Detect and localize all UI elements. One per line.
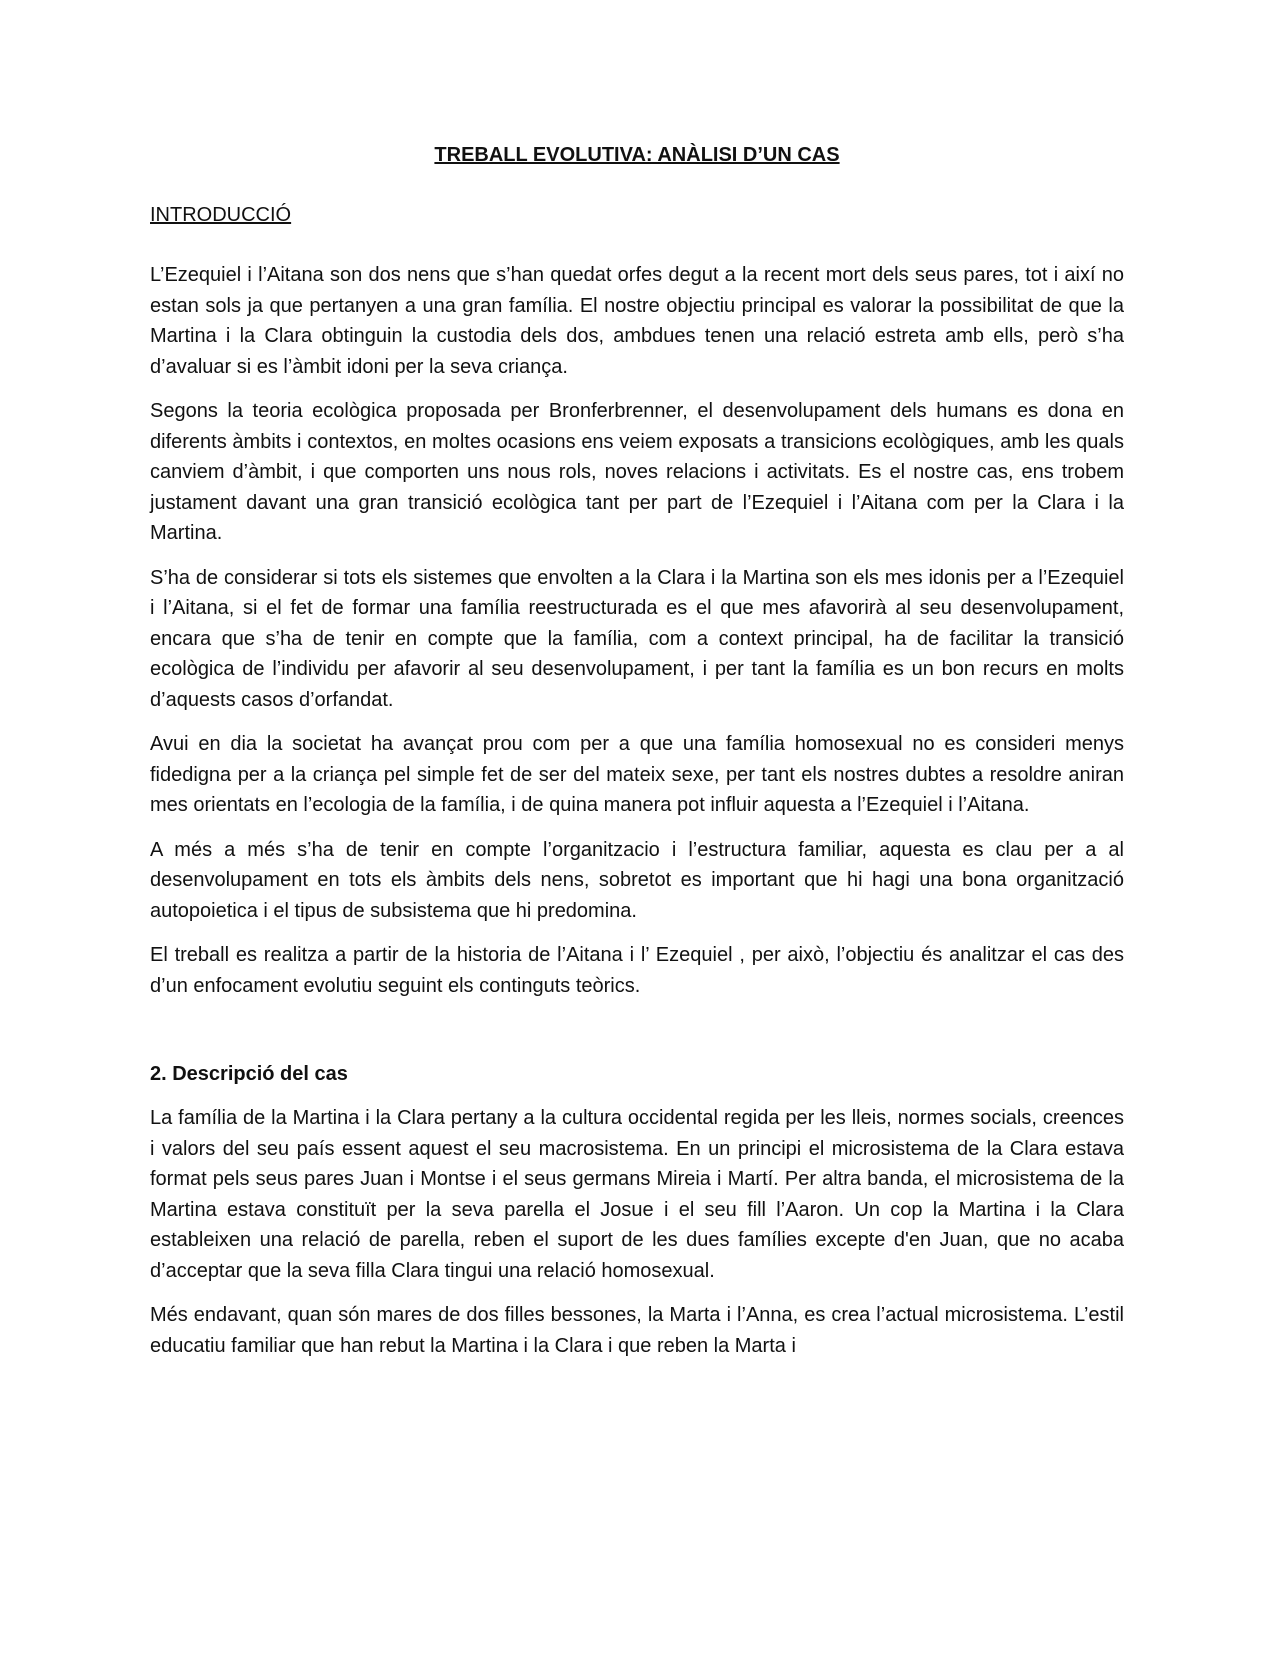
section2-paragraph-1: La família de la Martina i la Clara pertany a la cultura occidental regida per les lleis, normes socials, creences i valors del seu país essent aquest el seu macrosistema. En un principi el microsistema de la Clara estava format pels seus pares Juan i Montse i el seus germans Mireia i Martí. Per altra banda, el microsistema de la Martina estava constituït per la seva parella el Josue i el seu fill l’Aaron. Un cop la Martina i la Clara estableixen una relació de parella, reben el suport de les dues famílies excepte d'en Juan, que no acaba d’acceptar que la seva filla Clara tingui una relació homosexual. bbox=[150, 1107, 1124, 1282]
intro-paragraph-5: A més a més s’ha de tenir en compte l’organitzacio i l’estructura familiar, aquesta es clau per a al desenvolupament en tots els àmbits dels nens, sobretot es important que hi hagi una bona organització autopoietica i el tipus de subsistema que hi predomina. bbox=[150, 838, 1124, 922]
document-title: TREBALL EVOLUTIVA: ANÀLISI D’UN CAS bbox=[434, 144, 840, 166]
intro-paragraph-4: Avui en dia la societat ha avançat prou com per a que una família homosexual no es consideri menys fidedigna per a la criança pel simple fet de ser del mateix sexe, per tant els nostres dubtes a resoldre aniran mes orientats en l’ecologia de la família, i de quina manera pot influir aquesta a l’Ezequiel i l’Aitana. bbox=[150, 733, 1124, 816]
intro-paragraph-3: S’ha de considerar si tots els sistemes que envolten a la Clara i la Martina son els mes idonis per a l’Ezequiel i l’Aitana, si el fet de formar una família reestructurada es el que mes afavorirà al seu desenvolupament, encara que s’ha de tenir en compte que la família, com a context principal, ha de facilitar la transició ecològica de l’individu per afavorir al seu desenvolupament, i per tant la família es un bon recurs en molts d’aquests casos d’orfandat. bbox=[150, 566, 1124, 711]
intro-paragraph-2: Segons la teoria ecològica proposada per Bronferbrenner, el desenvolupament dels humans es dona en diferents àmbits i contextos, en moltes ocasions ens veiem exposats a transicions ecològiques, amb les quals canviem d’àmbit, i que comporten uns nous rols, noves relacions i activitats. Es el nostre cas, ens trobem justament davant una gran transició ecològica tant per part de l’Ezequiel i l’Aitana com per la Clara i la Martina. bbox=[150, 400, 1124, 544]
section-spacer bbox=[150, 1015, 1124, 1059]
intro-paragraph-6: El treball es realitza a partir de la historia de l’Aitana i l’ Ezequiel , per això, l’objectiu és analitzar el cas des d’un enfocament evolutiu seguint els continguts teòrics. bbox=[150, 944, 1124, 997]
section2-heading: 2. Descripció del cas bbox=[150, 1063, 348, 1085]
document-page bbox=[150, 140, 1124, 1375]
intro-heading: INTRODUCCIÓ bbox=[150, 204, 292, 226]
intro-paragraph-1: L’Ezequiel i l’Aitana son dos nens que s’han quedat orfes degut a la recent mort dels seus pares, tot i així no estan sols ja que pertanyen a una gran família. El nostre objectiu principal es valorar la possibilitat de que la Martina i la Clara obtinguin la custodia dels dos, ambdues tenen una relació estreta amb ells, però s’ha d’avaluar si es l’àmbit idoni per la seva criança. bbox=[150, 264, 1124, 378]
section2-paragraph-2: Més endavant, quan són mares de dos filles bessones, la Marta i l’Anna, es crea l’actual microsistema. L’estil educatiu familiar que han rebut la Martina i la Clara i que reben la Marta i bbox=[150, 1304, 1124, 1357]
